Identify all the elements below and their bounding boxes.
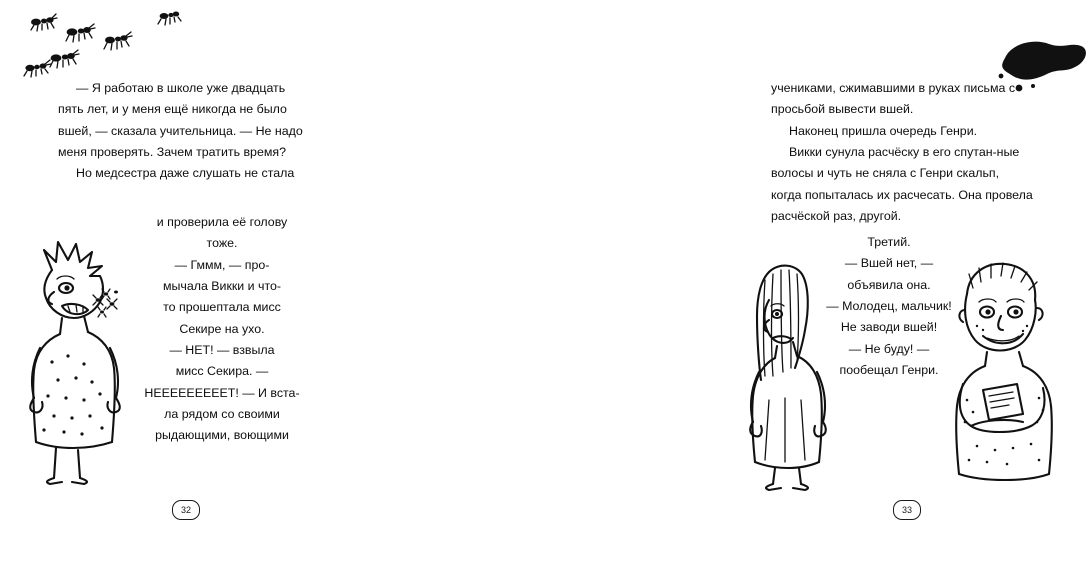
page-left [0,0,363,567]
page-right [363,0,1033,567]
page-number-left: 32 [172,500,200,520]
text-line: мычала Викки и что- [162,278,282,293]
paragraph: Наконец пришла очередь Генри. [789,123,978,138]
nurse-woman-illustration [743,240,853,490]
text-line: — Гммм, — про- [174,257,270,272]
text-line: — НЕТ! — взвыла [169,342,275,357]
text-line: объявила она. [847,277,931,292]
boy-with-letter-illustration [943,250,1073,490]
text-line: Не заводи вшей! [840,320,938,335]
text-line: Третий. [867,235,911,249]
text-line: НЕЕЕЕЕЕЕЕЕТ! — И вста- [144,385,300,400]
text-line: — Не буду! — [848,341,930,356]
text-line: то прошептала мисс [163,300,281,315]
page-number-right: 33 [893,500,921,520]
text-line: тоже. [206,236,238,251]
text-line: ла рядом со своими [164,406,280,421]
text-line: Секире на ухо. [179,321,265,336]
paragraph: Викки сунула расчёску в его спутан-ные волосы и чуть не сняла с Генри скальп, когда попыталась их расчесать. Она провела расчёской раз, другой. [771,144,1033,223]
paragraph: — Я работаю в школе уже двадцать пять лет, и у меня ещё никогда не было вшей, — сказала учительница. — Не надо меня проверять. Зачем тратить время? [58,81,303,159]
right-page-body-text [771,78,1033,227]
text-line: пообещал Генри. [839,362,939,377]
teacher-screaming-illustration [22,222,152,492]
text-line: и проверила её голову [156,215,288,229]
text-line: — Вшей нет, — [844,256,934,271]
text-line: мисс Секира. — [175,364,269,379]
text-line: рыдающими, воющими [155,428,289,443]
ants-marching-illustration [14,6,194,86]
paragraph: учениками, сжимавшими в руках письма с просьбой вывести вшей. [771,81,1016,117]
paragraph: Но медсестра даже слушать не стала [76,166,295,181]
left-page-wrapped-text [130,212,314,447]
text-line: — Молодец, мальчик! [826,298,952,313]
left-page-body-text [58,78,314,185]
